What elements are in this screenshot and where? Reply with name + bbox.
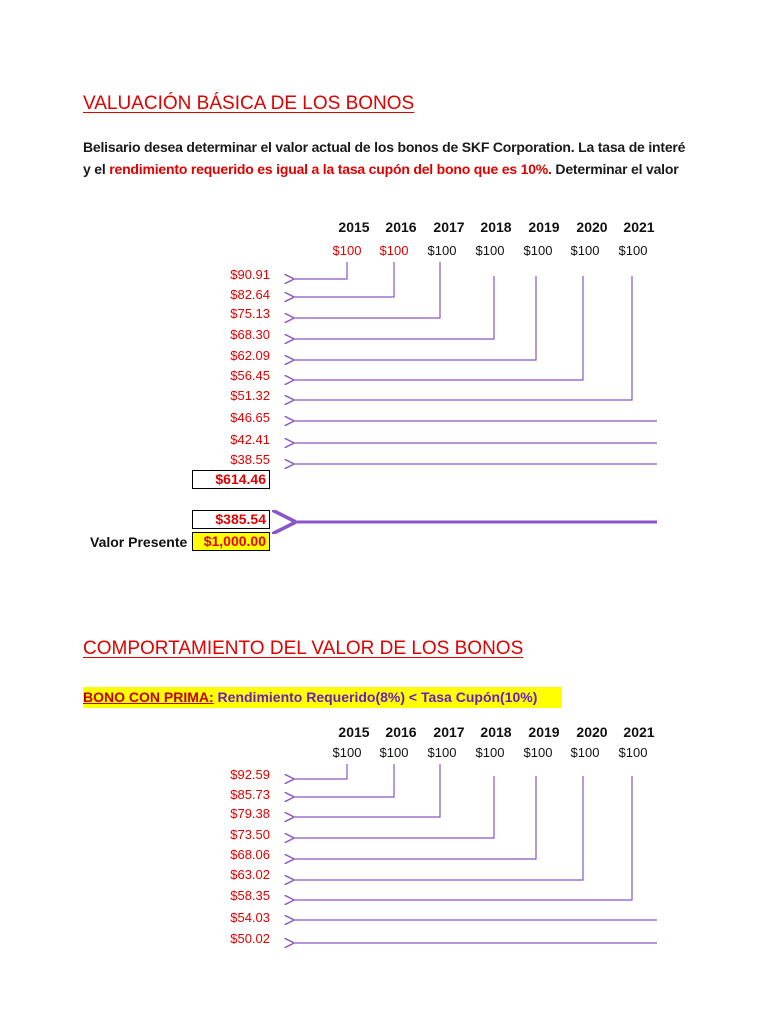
arrow-2015	[293, 764, 347, 779]
present-value: $42.41	[230, 432, 270, 447]
year-header: 2019	[528, 219, 560, 235]
year-header: 2020	[576, 724, 608, 740]
present-value: $50.02	[230, 931, 270, 946]
arrow-2016	[293, 764, 394, 797]
banner-text: Rendimiento Requerido(8%) < Tasa Cupón(10%)	[213, 689, 538, 705]
year-header: 2019	[528, 724, 560, 740]
year-header: 2016	[385, 724, 417, 740]
present-value: $85.73	[230, 787, 270, 802]
cash-flow-amount: $100	[427, 745, 457, 760]
year-header: 2015	[338, 219, 370, 235]
present-value: $51.32	[230, 388, 270, 403]
cash-flow-amount: $100	[379, 243, 409, 258]
present-value: $79.38	[230, 806, 270, 821]
cash-flow-amount: $100	[427, 243, 457, 258]
cash-flow-amount: $100	[523, 243, 553, 258]
year-header: 2017	[433, 219, 465, 235]
year-header: 2021	[623, 724, 655, 740]
cash-flow-amount: $100	[475, 745, 505, 760]
arrow-2020	[293, 776, 583, 880]
arrow-2017	[293, 764, 440, 817]
year-header: 2021	[623, 219, 655, 235]
present-value: $68.30	[230, 327, 270, 342]
subtotal-cell: $614.46	[192, 470, 270, 489]
cash-flow-amount: $100	[475, 243, 505, 258]
section-title-valuacion: VALUACIÓN BÁSICA DE LOS BONOS	[83, 93, 415, 114]
present-value: $90.91	[230, 267, 270, 282]
section-title-comportamiento: COMPORTAMIENTO DEL VALOR DE LOS BONOS	[83, 638, 524, 659]
present-value: $73.50	[230, 827, 270, 842]
year-header: 2016	[385, 219, 417, 235]
present-value: $58.35	[230, 888, 270, 903]
cash-flow-amount: $100	[523, 745, 553, 760]
cash-flow-amount: $100	[570, 243, 600, 258]
year-header: 2018	[480, 724, 512, 740]
present-value: $62.09	[230, 348, 270, 363]
cash-flow-amount: $100	[570, 745, 600, 760]
cash-flow-amount: $100	[332, 243, 362, 258]
present-value: $92.59	[230, 767, 270, 782]
year-header: 2017	[433, 724, 465, 740]
present-value: $68.06	[230, 847, 270, 862]
intro-text-highlight: rendimiento requerido es igual a la tasa cupón del bono que es 10%.	[109, 161, 552, 177]
present-value: $63.02	[230, 867, 270, 882]
intro-paragraph-line1: Belisario desea determinar el valor actual de los bonos de SKF Corporation. La tasa de interé	[83, 139, 686, 155]
total-label: Valor Presente	[90, 534, 188, 550]
present-value: $54.03	[230, 910, 270, 925]
banner-label: BONO CON PRIMA:	[83, 689, 214, 705]
present-value: $38.55	[230, 452, 270, 467]
intro-text-a: y el	[83, 161, 110, 177]
cash-flow-amount: $100	[618, 745, 648, 760]
present-value: $75.13	[230, 306, 270, 321]
intro-text-b: Determinar el valor	[551, 161, 679, 177]
year-header: 2020	[576, 219, 608, 235]
present-value: $46.65	[230, 410, 270, 425]
year-header: 2015	[338, 724, 370, 740]
cash-flow-amount: $100	[618, 243, 648, 258]
present-value: $56.45	[230, 368, 270, 383]
cash-flow-amount: $100	[332, 745, 362, 760]
present-value: $82.64	[230, 287, 270, 302]
total-present-value-cell: $1,000.00	[192, 532, 270, 551]
principal-pv-cell: $385.54	[192, 510, 270, 529]
cash-flow-amount: $100	[379, 745, 409, 760]
year-header: 2018	[480, 219, 512, 235]
